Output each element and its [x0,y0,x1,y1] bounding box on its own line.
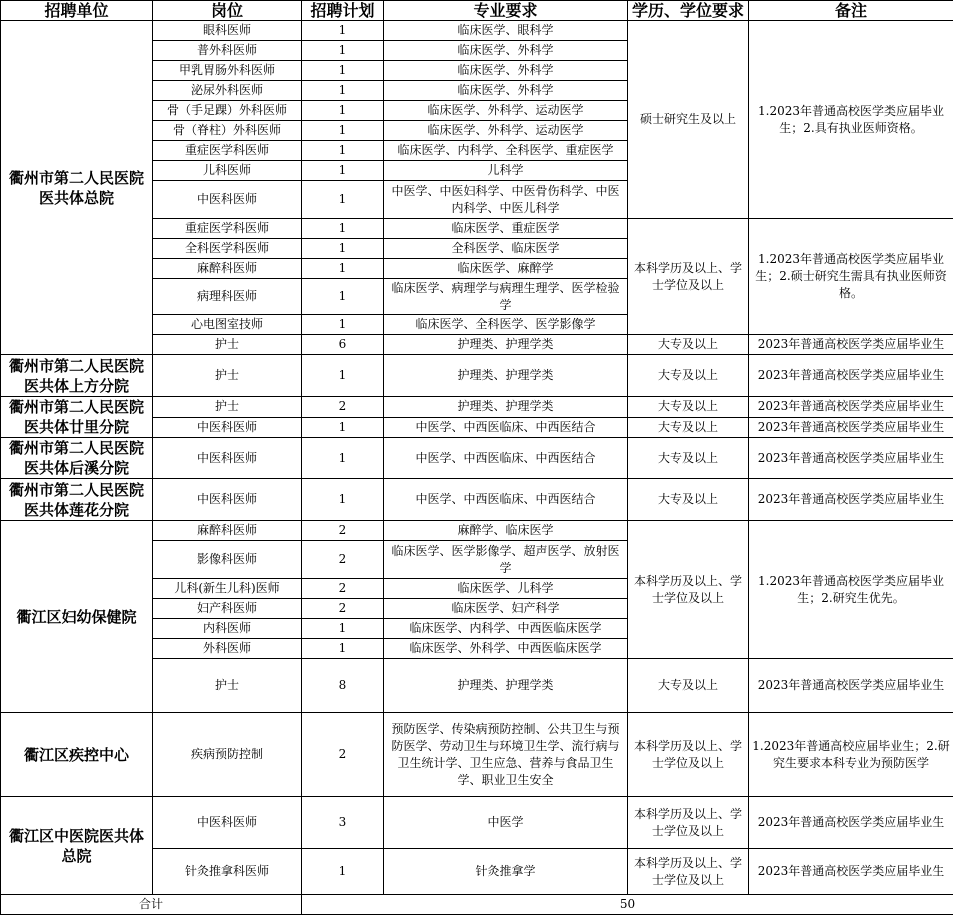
degree-cell: 大专及以上 [628,417,749,438]
position-cell: 妇产科医师 [153,599,302,619]
major-cell: 临床医学、内科学、中西医临床医学 [384,619,628,639]
table-row [1,713,953,797]
major-cell: 临床医学、医学影像学、超声医学、放射医学 [384,541,628,579]
degree-cell: 本科学历及以上、学士学位及以上 [628,849,749,895]
position-cell: 影像科医师 [153,541,302,579]
major-cell: 临床医学、外科学 [384,81,628,101]
plan-cell: 1 [302,259,384,279]
position-cell: 甲乳胃肠外科医师 [153,61,302,81]
note-cell: 2023年普通高校医学类应届毕业生 [749,479,953,521]
major-cell: 临床医学、儿科学 [384,579,628,599]
position-cell: 儿科(新生儿科)医师 [153,579,302,599]
note-cell: 2023年普通高校医学类应届毕业生 [749,438,953,479]
degree-cell: 本科学历及以上、学士学位及以上 [628,219,749,335]
major-cell: 中医学 [384,797,628,849]
major-cell: 中医学、中医妇科学、中医骨伤科学、中医内科学、中医儿科学 [384,181,628,219]
plan-cell: 1 [302,141,384,161]
plan-cell: 3 [302,797,384,849]
header-plan: 招聘计划 [302,1,384,21]
degree-cell: 大专及以上 [628,397,749,418]
note-cell: 1.2023年普通高校医学类应届毕业生；2.研究生优先。 [749,521,953,659]
degree-cell: 大专及以上 [628,355,749,397]
plan-cell: 2 [302,713,384,797]
degree-cell: 本科学历及以上、学士学位及以上 [628,797,749,849]
unit-cell: 衢州市第二人民医院医共体上方分院 [1,355,153,397]
position-cell: 内科医师 [153,619,302,639]
plan-cell: 1 [302,849,384,895]
major-cell: 中医学、中西医临床、中西医结合 [384,479,628,521]
position-cell: 重症医学科医师 [153,219,302,239]
degree-cell: 大专及以上 [628,335,749,355]
major-cell: 临床医学、麻醉学 [384,259,628,279]
unit-cell: 衢州市第二人民医院医共体廿里分院 [1,397,153,438]
unit-cell: 衢江区妇幼保健院 [1,521,153,713]
major-cell: 临床医学、外科学 [384,61,628,81]
plan-cell: 1 [302,619,384,639]
plan-cell: 1 [302,438,384,479]
major-cell: 预防医学、传染病预防控制、公共卫生与预防医学、劳动卫生与环境卫生学、流行病与卫生统计学、卫生应急、营养与食品卫生学、职业卫生安全 [384,713,628,797]
position-cell: 外科医师 [153,639,302,659]
unit-cell: 衢州市第二人民医院医共体后溪分院 [1,438,153,479]
position-cell: 泌尿外科医师 [153,81,302,101]
note-cell: 1.2023年普通高校医学类应届毕业生；2.硕士研究生需具有执业医师资格。 [749,219,953,335]
degree-cell: 硕士研究生及以上 [628,21,749,219]
note-cell: 2023年普通高校医学类应届毕业生 [749,417,953,438]
note-cell: 1.2023年普通高校应届毕业生；2.研究生要求本科专业为预防医学 [749,713,953,797]
plan-cell: 1 [302,41,384,61]
plan-cell: 6 [302,335,384,355]
total-row [1,895,953,915]
total-label: 合计 [1,895,302,915]
unit-cell: 衢江区疾控中心 [1,713,153,797]
plan-cell: 1 [302,417,384,438]
table-row [1,438,953,479]
plan-cell: 2 [302,541,384,579]
plan-cell: 2 [302,397,384,418]
table-row [1,397,953,418]
plan-cell: 2 [302,521,384,541]
position-cell: 心电图室技师 [153,315,302,335]
plan-cell: 2 [302,579,384,599]
position-cell: 疾病预防控制 [153,713,302,797]
note-cell: 2023年普通高校医学类应届毕业生 [749,849,953,895]
position-cell: 护士 [153,335,302,355]
plan-cell: 1 [302,81,384,101]
plan-cell: 1 [302,279,384,315]
unit-cell: 衢江区中医院医共体总院 [1,797,153,895]
position-cell: 重症医学科医师 [153,141,302,161]
plan-cell: 1 [302,479,384,521]
major-cell: 护理类、护理学类 [384,659,628,713]
degree-cell: 大专及以上 [628,479,749,521]
major-cell: 临床医学、内科学、全科医学、重症医学 [384,141,628,161]
plan-cell: 8 [302,659,384,713]
position-cell: 中医科医师 [153,479,302,521]
plan-cell: 1 [302,101,384,121]
header-major: 专业要求 [384,1,628,21]
major-cell: 临床医学、病理学与病理生理学、医学检验学 [384,279,628,315]
plan-cell: 1 [302,239,384,259]
major-cell: 临床医学、外科学、中西医临床医学 [384,639,628,659]
position-cell: 骨（手足踝）外科医师 [153,101,302,121]
note-cell: 2023年普通高校医学类应届毕业生 [749,659,953,713]
position-cell: 眼科医师 [153,21,302,41]
note-cell: 2023年普通高校医学类应届毕业生 [749,355,953,397]
degree-cell: 大专及以上 [628,438,749,479]
position-cell: 护士 [153,397,302,418]
note-cell: 1.2023年普通高校医学类应届毕业生；2.具有执业医师资格。 [749,21,953,219]
table-row [1,21,953,41]
header-degree: 学历、学位要求 [628,1,749,21]
table-row [1,521,953,541]
major-cell: 临床医学、外科学、运动医学 [384,121,628,141]
plan-cell: 1 [302,121,384,141]
major-cell: 全科医学、临床医学 [384,239,628,259]
table-row [1,479,953,521]
position-cell: 普外科医师 [153,41,302,61]
plan-cell: 1 [302,61,384,81]
position-cell: 中医科医师 [153,438,302,479]
plan-cell: 1 [302,161,384,181]
plan-cell: 1 [302,21,384,41]
unit-cell: 衢州市第二人民医院医共体总院 [1,21,153,355]
plan-cell: 1 [302,639,384,659]
major-cell: 中医学、中西医临床、中西医结合 [384,438,628,479]
header-note: 备注 [749,1,953,21]
position-cell: 病理科医师 [153,279,302,315]
position-cell: 中医科医师 [153,181,302,219]
position-cell: 中医科医师 [153,797,302,849]
major-cell: 护理类、护理学类 [384,397,628,418]
position-cell: 骨（脊柱）外科医师 [153,121,302,141]
major-cell: 临床医学、眼科学 [384,21,628,41]
major-cell: 临床医学、妇产科学 [384,599,628,619]
major-cell: 临床医学、外科学、运动医学 [384,101,628,121]
major-cell: 临床医学、重症医学 [384,219,628,239]
degree-cell: 大专及以上 [628,659,749,713]
position-cell: 中医科医师 [153,417,302,438]
major-cell: 中医学、中西医临床、中西医结合 [384,417,628,438]
major-cell: 护理类、护理学类 [384,355,628,397]
header-position: 岗位 [153,1,302,21]
major-cell: 针灸推拿学 [384,849,628,895]
position-cell: 针灸推拿科医师 [153,849,302,895]
plan-cell: 1 [302,355,384,397]
major-cell: 护理类、护理学类 [384,335,628,355]
position-cell: 麻醉科医师 [153,521,302,541]
major-cell: 儿科学 [384,161,628,181]
major-cell: 临床医学、全科医学、医学影像学 [384,315,628,335]
position-cell: 儿科医师 [153,161,302,181]
note-cell: 2023年普通高校医学类应届毕业生 [749,335,953,355]
plan-cell: 1 [302,315,384,335]
major-cell: 麻醉学、临床医学 [384,521,628,541]
total-value: 50 [302,895,953,915]
degree-cell: 本科学历及以上、学士学位及以上 [628,713,749,797]
major-cell: 临床医学、外科学 [384,41,628,61]
table-row [1,797,953,849]
unit-cell: 衢州市第二人民医院医共体莲花分院 [1,479,153,521]
plan-cell: 1 [302,219,384,239]
degree-cell: 本科学历及以上、学士学位及以上 [628,521,749,659]
note-cell: 2023年普通高校医学类应届毕业生 [749,397,953,418]
position-cell: 护士 [153,659,302,713]
position-cell: 麻醉科医师 [153,259,302,279]
plan-cell: 1 [302,181,384,219]
position-cell: 护士 [153,355,302,397]
plan-cell: 2 [302,599,384,619]
header-unit: 招聘单位 [1,1,153,21]
position-cell: 全科医学科医师 [153,239,302,259]
header-row [1,1,953,21]
note-cell: 2023年普通高校医学类应届毕业生 [749,797,953,849]
table-row [1,355,953,397]
